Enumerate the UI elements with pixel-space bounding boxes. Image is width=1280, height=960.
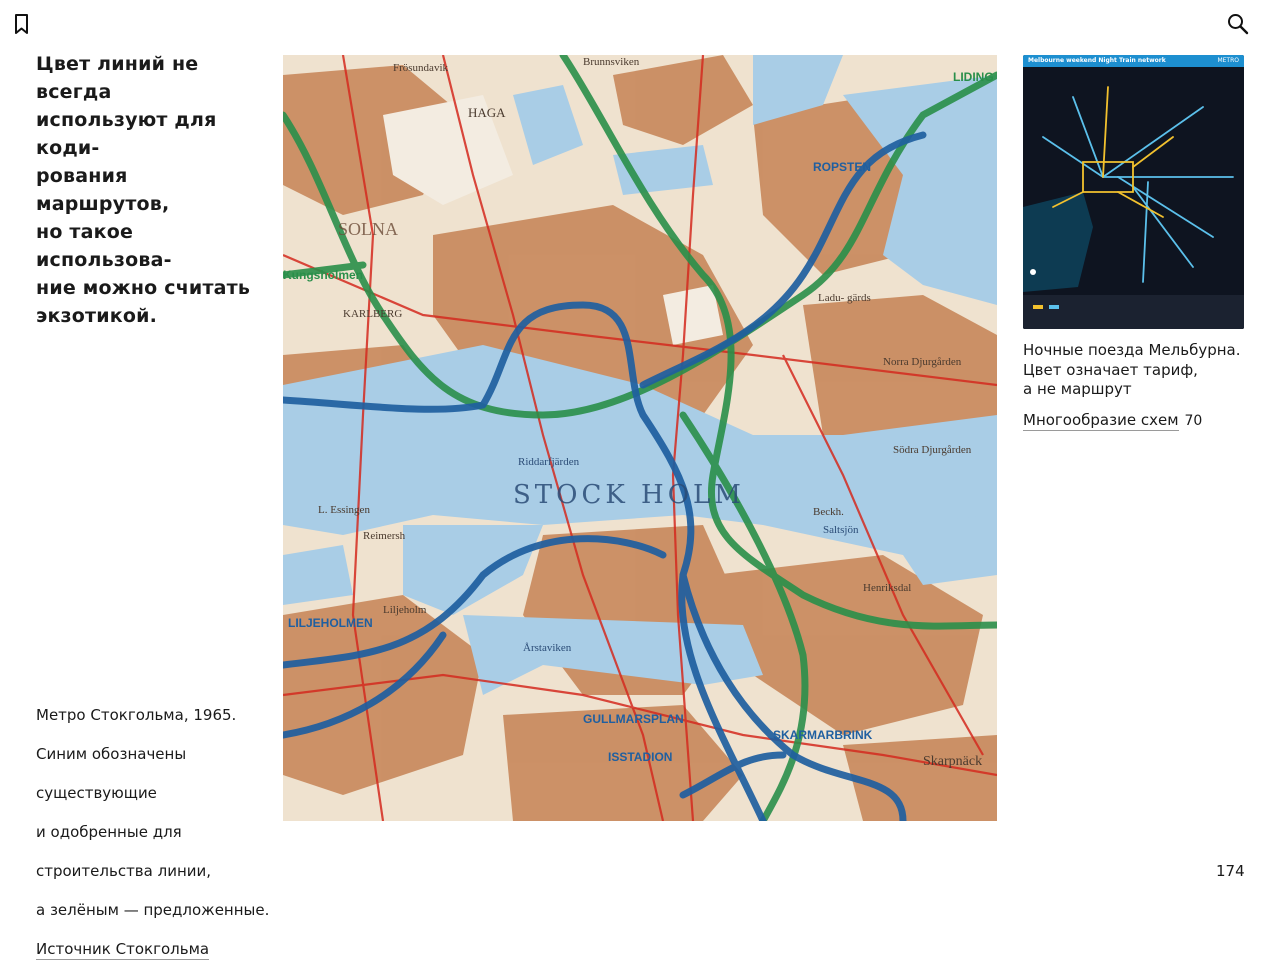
thumbnail-title: Melbourne weekend Night Train network [1028, 57, 1166, 64]
map-graphic [283, 55, 997, 821]
map-label: Kungsholmen [283, 268, 363, 282]
map-label: Riddarfjärden [518, 456, 580, 468]
metro-brand: METRO [1217, 57, 1239, 64]
stockholm-metro-map [283, 55, 997, 821]
map-label: Brunnsviken [583, 56, 640, 68]
map-label: Saltsjön [823, 524, 859, 536]
thumbnail-caption: Ночные поезда Мельбурна. Цвет означает тариф, а не маршрут [1023, 341, 1241, 398]
map-label: ROPSTEN [813, 160, 872, 174]
search-icon[interactable] [1226, 12, 1250, 36]
city-label: STOCK HOLM [513, 480, 745, 510]
source-link[interactable]: Источник Стокгольма [36, 939, 210, 958]
map-label: Skarpnäck [923, 754, 983, 769]
map-label: SOLNA [338, 219, 399, 239]
page-number: 174 [1216, 862, 1245, 880]
map-label: Ladu- gärds [818, 292, 871, 304]
map-label: ISSTADION [608, 750, 673, 764]
map-label: Norra Djurgården [883, 356, 962, 368]
map-label: Liljeholm [383, 604, 427, 616]
caption-line: строительства линии, [36, 861, 212, 880]
map-label: Reimersh [363, 530, 406, 542]
cross-reference [1023, 410, 1202, 431]
reference-link[interactable]: Многообразие схем [1023, 411, 1179, 429]
map-label: Södra Djurgården [893, 444, 972, 456]
map-label: LILJEHOLMEN [288, 616, 373, 630]
thumbnail-header [1023, 55, 1244, 67]
caption-line: Синим обозначены [36, 744, 187, 763]
melbourne-map-thumbnail[interactable] [1023, 55, 1244, 329]
map-label: LIDING [953, 70, 994, 84]
map-caption [36, 686, 271, 959]
reference-page: 70 [1184, 413, 1203, 429]
map-label: KARLBERG [343, 308, 403, 320]
map-label: Frösundavik [393, 62, 448, 74]
map-label: SKARMARBRINK [773, 728, 873, 742]
caption-line: Метро Стокгольма, 1965. [36, 705, 237, 724]
bookmark-icon[interactable] [10, 12, 34, 36]
map-label: Beckh. [813, 506, 844, 518]
map-label: L. Essingen [318, 504, 370, 516]
caption-line: существующие [36, 783, 157, 802]
lead-text: Цвет линий не всегда используют для коди- рования маршрутов, но такое использова- ние можно считать экзотикой. [36, 53, 251, 327]
map-label: HAGA [468, 105, 506, 120]
caption-line: и одобренные для [36, 822, 182, 841]
night-network-diagram [1023, 67, 1244, 329]
caption-line: а зелёным — предложенные. [36, 900, 270, 919]
map-label: GULLMARSPLAN [583, 712, 684, 726]
map-label: Henriksdal [863, 582, 912, 594]
map-label: Årstaviken [523, 642, 572, 654]
